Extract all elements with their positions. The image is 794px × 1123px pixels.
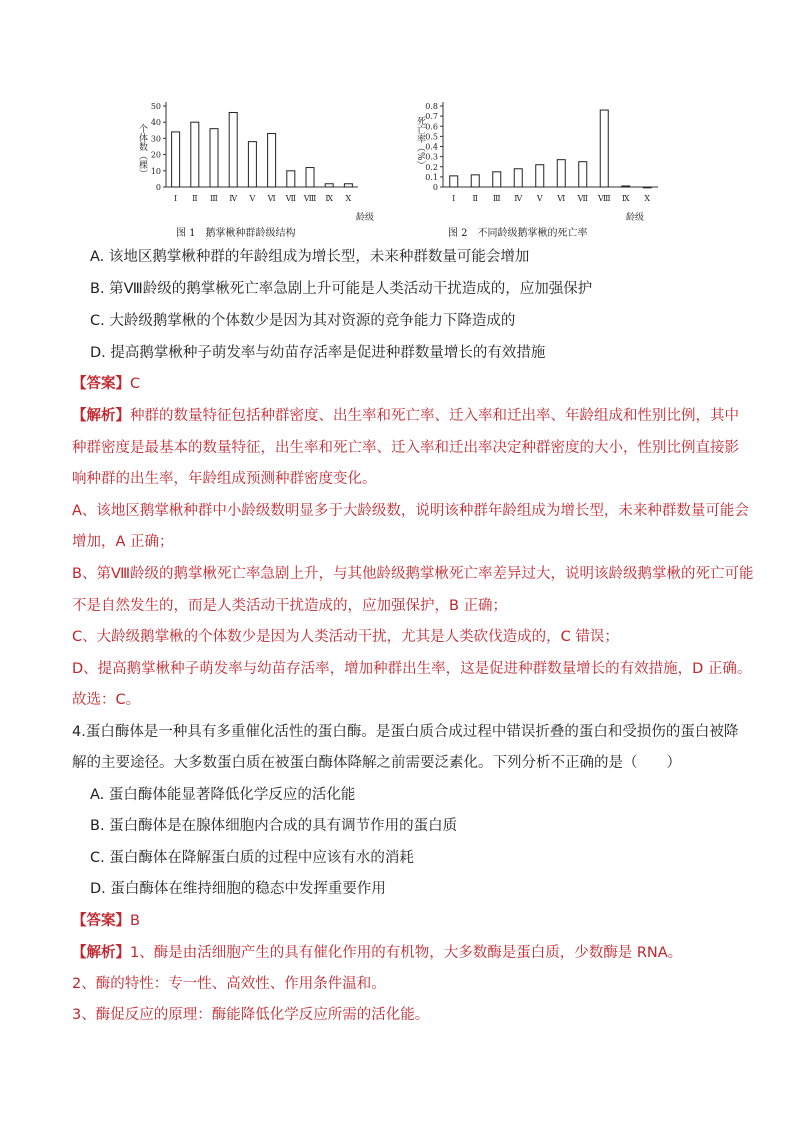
y-tick-label: 0.1: [425, 172, 438, 182]
bar: [622, 186, 630, 187]
bar: [450, 176, 458, 187]
q3-answer-tag: 【答案】: [72, 376, 130, 392]
y-tick-label: 0.2: [425, 162, 438, 172]
y-tick-label: 0.8: [425, 102, 438, 111]
y-tick-label: 0: [155, 183, 161, 192]
y-tick-label: 0.3: [425, 152, 438, 162]
bar: [493, 172, 501, 187]
q3-solution-tag: 【解析】: [72, 408, 130, 424]
x-tick-label: Ⅸ: [325, 194, 334, 203]
q4-stem-line-2: 解的主要途径。大多数蛋白质在被蛋白酶体降解之前需要泛素化。下列分析不正确的是（ ）: [72, 755, 681, 771]
q4-stem-line-1: 4.蛋白酶体是一种具有多重催化活性的蛋白酶。是蛋白质合成过程中错误折叠的蛋白和受损伤的蛋白被降: [72, 724, 739, 740]
x-tick-label: Ⅴ: [536, 194, 543, 203]
bar: [248, 142, 256, 187]
figure-2-ylabel: 死亡率（%）: [415, 116, 425, 170]
x-tick-label: Ⅸ: [621, 194, 630, 203]
y-tick-label: 0.5: [425, 132, 438, 142]
q3-answer-value: C: [130, 376, 141, 392]
q3-option-c: C. 大龄级鹅掌楸的个体数少是因为其对资源的竞争能力下降造成的: [90, 313, 516, 329]
bar: [600, 110, 608, 187]
bar: [643, 187, 651, 188]
q3-solution-line-7: 不是自然发生的，而是人类活动干扰造成的，应加强保护，B 正确；: [72, 598, 508, 614]
x-tick-label: Ⅲ: [210, 194, 218, 203]
x-tick-label: Ⅱ: [192, 194, 198, 203]
bar: [557, 160, 565, 187]
q3-solution-line-8: C、大龄级鹅掌楸的个体数少是因为人类活动干扰，尤其是人类砍伐造成的，C 错误；: [72, 629, 619, 645]
bar: [536, 165, 544, 187]
x-tick-label: Ⅹ: [345, 194, 352, 203]
y-tick-label: 0.6: [425, 122, 438, 132]
q4-option-b: B. 蛋白酶体是在腺体细胞内合成的具有调节作用的蛋白质: [90, 818, 458, 834]
bar: [325, 184, 333, 187]
q4-solution-line-2: 2、酶的特性：专一性、高效性、作用条件温和。: [72, 976, 386, 992]
q4-answer: [72, 911, 140, 931]
q4-option-c: C. 蛋白酶体在降解蛋白质的过程中应该有水的消耗: [90, 850, 414, 866]
x-tick-label: Ⅴ: [249, 194, 256, 203]
x-tick-label: Ⅷ: [597, 194, 611, 203]
x-tick-label: Ⅵ: [267, 194, 276, 203]
bar: [579, 162, 587, 187]
y-tick-label: 0.7: [425, 112, 438, 122]
q4-answer-value: B: [130, 913, 140, 929]
bar: [287, 171, 295, 187]
q4-solution-tag: 【解析】: [72, 945, 130, 961]
bar: [191, 122, 199, 187]
x-tick-label: Ⅹ: [644, 194, 651, 203]
q4-option-d: D. 蛋白酶体在维持细胞的稳态中发挥重要作用: [90, 881, 386, 897]
bar: [344, 184, 352, 187]
figure-2-caption: 图 2 不同龄级鹅掌楸的死亡率: [448, 228, 588, 239]
figures-area: [130, 96, 670, 246]
figure-1-age-structure-chart: [130, 96, 380, 246]
figure-2-xlabel: 龄级: [626, 213, 645, 223]
x-tick-label: Ⅳ: [229, 194, 238, 203]
q3-solution-line-4: A、该地区鹅掌楸种群中小龄级数明显多于大龄级数，说明该种群年龄组成为增长型，未来种群数量可能会: [72, 503, 749, 519]
q3-solution-line-6: B、第Ⅷ龄级的鹅掌楸死亡率急剧上升，与其他龄级鹅掌楸死亡率差异过大，说明该龄级鹅掌楸的死亡可能: [72, 566, 754, 582]
q4-answer-tag: 【答案】: [72, 913, 130, 929]
x-tick-label: Ⅶ: [577, 194, 588, 203]
x-tick-label: Ⅰ: [452, 194, 456, 203]
y-tick-label: 10: [150, 166, 161, 176]
x-tick-label: Ⅲ: [492, 194, 501, 203]
bar: [268, 134, 276, 187]
q3-solution-line-9: D、提高鹅掌楸种子萌发率与幼苗存活率，增加种群出生率，这是促进种群数量增长的有效措施，D 正确。: [72, 661, 752, 677]
x-tick-label: Ⅱ: [472, 194, 478, 203]
x-tick-label: Ⅰ: [174, 194, 178, 203]
q3-solution-line-10: 故选：C。: [72, 692, 141, 708]
q3-solution-line-2: 种群密度是最基本的数量特征，出生率和死亡率、迁入率和迁出率决定种群密度的大小，性别比例直接影: [72, 440, 739, 456]
q3-solution-line-1: 【解析】种群的数量特征包括种群密度、出生率和死亡率、迁入率和迁出率、年龄组成和性别比例，其中: [72, 408, 739, 424]
q3-solution-line-3: 响种群的出生率，年龄组成预测种群密度变化。: [72, 471, 377, 487]
q4-solution-line-3: 3、酶促反应的原理：酶能降低化学反应所需的活化能。: [72, 1007, 430, 1023]
figure-2-mortality-chart: [410, 96, 670, 246]
q3-option-a: A. 该地区鹅掌楸种群的年龄组成为增长型，未来种群数量可能会增加: [90, 249, 530, 265]
bar: [514, 169, 522, 187]
y-tick-label: 30: [150, 134, 161, 144]
q4-option-a: A. 蛋白酶体能显著降低化学反应的活化能: [90, 787, 356, 803]
q3-option-b: B. 第Ⅷ龄级的鹅掌楸死亡率急剧上升可能是人类活动干扰造成的，应加强保护: [90, 281, 593, 297]
q3-answer: [72, 374, 140, 394]
figure-1-ylabel: 个体数（棵）: [137, 124, 147, 178]
q3-solution-line-5: 增加，A 正确；: [72, 534, 174, 550]
bar: [172, 132, 180, 187]
x-tick-label: Ⅷ: [303, 194, 317, 203]
y-tick-label: 50: [150, 102, 161, 111]
q4-solution-line-1: 【解析】1、酶是由活细胞产生的具有催化作用的有机物，大多数酶是蛋白质，少数酶是 RNA。: [72, 945, 683, 961]
figure-1-xlabel: 龄级: [356, 213, 375, 223]
bar: [210, 129, 218, 187]
bar: [471, 175, 479, 187]
bar: [306, 168, 314, 187]
y-tick-label: 0: [432, 183, 438, 192]
x-tick-label: Ⅳ: [514, 194, 523, 203]
bar: [229, 112, 237, 187]
q3-option-d: D. 提高鹅掌楸种子萌发率与幼苗存活率是促进种群数量增长的有效措施: [90, 345, 546, 361]
x-tick-label: Ⅵ: [557, 194, 566, 203]
y-tick-label: 20: [150, 150, 161, 160]
y-tick-label: 0.4: [425, 142, 438, 152]
x-tick-label: Ⅶ: [285, 194, 296, 203]
figure-1-caption: 图 1 鹅掌楸种群龄级结构: [176, 228, 296, 239]
y-tick-label: 40: [150, 118, 161, 128]
